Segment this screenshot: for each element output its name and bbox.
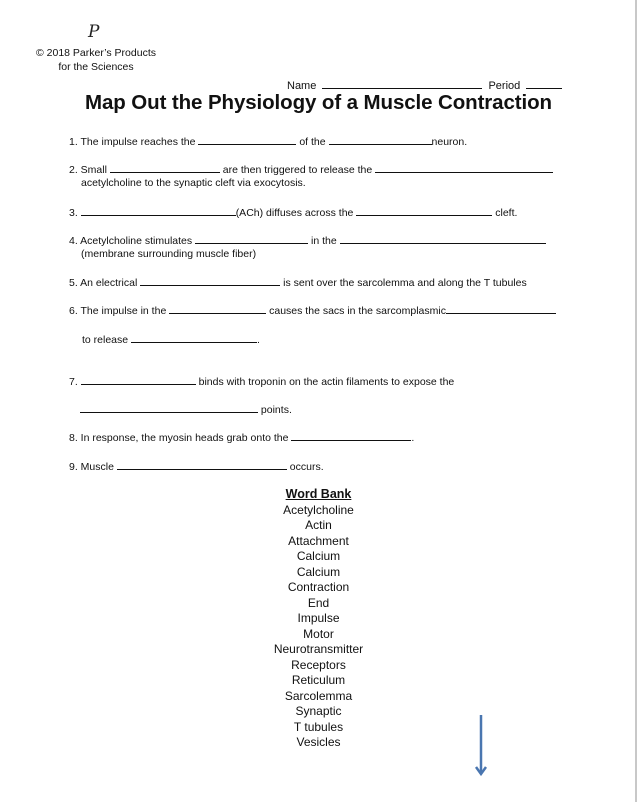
question-6-continued [82,331,260,346]
question-6 [69,302,556,317]
word-bank-item: Impulse [297,611,340,625]
q4-text-b: in the [311,235,337,247]
name-period-row [287,77,562,92]
q8-text-b: . [411,432,415,444]
q1-blank-1[interactable] [198,133,296,145]
q3-text-b: (ACh) diffuses across the [235,207,354,219]
down-arrow-icon [474,715,488,777]
q1-blank-2[interactable] [329,133,432,145]
logo: P [88,22,100,42]
q3-text-c: cleft. [495,207,518,219]
q6-text-d: . [257,334,260,346]
question-1 [69,133,467,148]
q2-text-a: 2. Small [69,164,107,176]
word-bank-heading: Word Bank [285,487,352,501]
question-7 [69,373,454,388]
q2-blank-1[interactable] [110,161,220,173]
q2-text-b: are then triggered to release the [222,164,373,176]
copyright-line-2: for the Sciences [58,61,134,73]
q6-text-b: causes the sacs in the sarcomplasmic [269,305,446,317]
q7-blank-1[interactable] [81,373,196,385]
question-7-continued [80,401,292,416]
q2-blank-2[interactable] [375,161,553,173]
q2-subtext: acetylcholine to the synaptic cleft via exocytosis. [81,177,306,189]
word-bank-item: Motor [303,626,334,641]
q8-text-a: 8. In response, the myosin heads grab onto the [69,432,289,444]
name-field[interactable] [322,77,482,89]
word-bank-item: Synaptic [295,704,342,718]
word-bank-item: Actin [305,518,332,532]
word-bank-item: Receptors [291,657,346,672]
word-bank-item: Calcium [296,564,341,579]
question-8 [69,429,414,444]
q4-blank-1[interactable] [195,232,308,244]
q6-blank-2[interactable] [446,302,556,314]
q7-blank-2[interactable] [80,401,258,413]
q4-text-a: 4. Acetylcholine stimulates [69,235,193,247]
word-bank [0,487,637,751]
q5-blank-1[interactable] [140,274,280,286]
word-bank-item: Calcium [296,549,341,563]
q4-blank-2[interactable] [340,232,546,244]
word-bank-item: End [307,595,330,610]
q8-blank-1[interactable] [291,429,411,441]
q1-text-b: of the [299,136,326,148]
word-bank-item: Vesicles [296,735,341,749]
q9-text-a: 9. Muscle [69,461,114,473]
q7-text-b: binds with troponin on the actin filaments to expose the [198,376,455,388]
q9-text-b: occurs. [289,461,324,473]
q4-subtext: (membrane surrounding muscle fiber) [81,248,257,260]
question-5 [69,274,527,289]
word-bank-item: Sarcolemma [284,688,353,703]
question-4 [69,232,546,260]
question-3 [69,204,517,219]
copyright-line-1: © 2018 Parker’s Products [36,47,156,59]
q5-text-a: 5. An electrical [69,277,138,289]
word-bank-item: Contraction [287,580,350,594]
q6-blank-1[interactable] [169,302,266,314]
name-label: Name [287,80,317,92]
copyright [32,46,160,74]
q3-blank-2[interactable] [356,204,492,216]
period-label: Period [488,80,521,92]
word-bank-item: Attachment [288,533,349,548]
q1-text-c: neuron. [431,136,468,148]
q3-text-a: 3. [69,207,78,219]
q1-text-a: 1. The impulse reaches the [69,136,196,148]
word-bank-item: Acetylcholine [283,502,354,517]
q6-text-a: 6. The impulse in the [69,305,167,317]
q7-text-a: 7. [69,376,78,388]
question-9 [69,458,324,473]
period-field[interactable] [526,77,562,89]
page-title: Map Out the Physiology of a Muscle Contraction [85,91,552,114]
word-bank-item: Neurotransmitter [273,642,364,656]
q9-blank-1[interactable] [117,458,287,470]
q5-text-b: is sent over the sarcolemma and along the T tubules [283,277,527,289]
word-bank-item: T tubules [293,719,344,734]
word-bank-item: Reticulum [291,673,346,687]
q6-blank-3[interactable] [131,331,257,343]
q7-text-c: points. [260,404,292,416]
question-2 [69,161,553,189]
q6-text-c: to release [82,334,129,346]
q3-blank-1[interactable] [81,204,236,216]
